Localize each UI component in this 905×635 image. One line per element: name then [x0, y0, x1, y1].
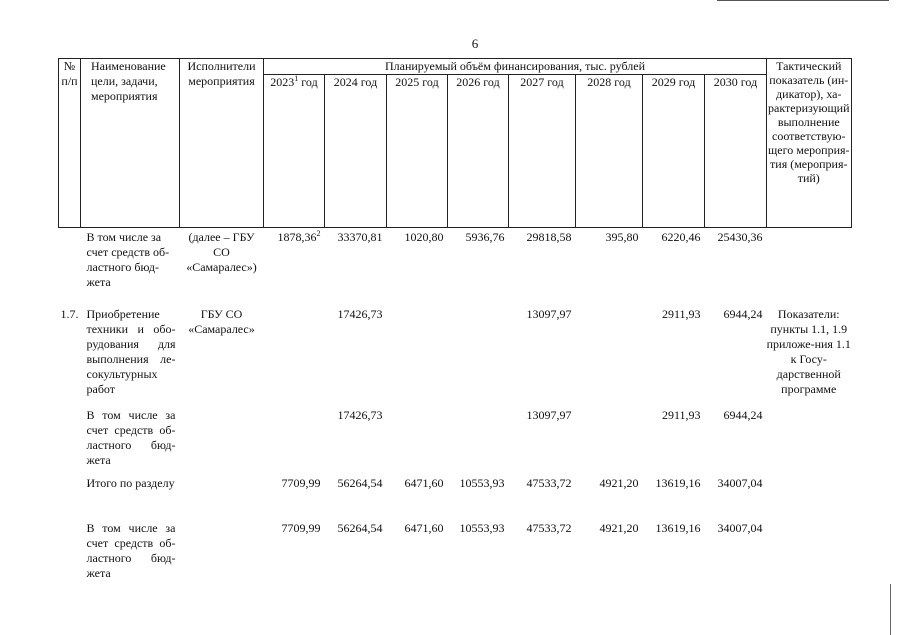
right-edge-rule: [890, 584, 891, 635]
value-2024: 56264,54: [337, 475, 383, 490]
row-indicator: [767, 406, 852, 474]
row-executor: ГБУ СО «Самаралес»: [188, 306, 255, 336]
header-indicator: Тактический показатель (ин-дикатор), ха-рактеризующий выполнение соответствую-щего мероприя-тия (мероприя-тий): [767, 59, 852, 228]
row-executor: [180, 519, 264, 583]
value-2028: [576, 406, 643, 474]
row-indicator: [767, 474, 852, 519]
value-2023: [264, 406, 325, 474]
table-row: [59, 474, 852, 519]
value-2025: [387, 305, 448, 406]
value-2025: 1020,80: [404, 230, 444, 244]
value-2030: 34007,04: [717, 520, 763, 535]
row-number: [59, 228, 81, 305]
value-2029: 2911,93: [661, 407, 701, 422]
row-number: 1.7.: [60, 306, 79, 321]
value-2026: 10553,93: [459, 520, 505, 535]
value-2027: 29818,58: [526, 230, 572, 244]
value-2025: 6471,60: [404, 520, 444, 535]
table-row: [59, 305, 852, 406]
value-2027: 47533,72: [526, 520, 572, 535]
value-2027: 13097,97: [526, 306, 572, 321]
value-2024: 17426,73: [337, 306, 383, 321]
header-no: № п/п: [59, 59, 81, 228]
value-2029: 13619,16: [655, 520, 701, 535]
header-name: Наименование цели, задачи, мероприятия: [81, 59, 180, 228]
value-2030: 6944,24: [723, 306, 763, 321]
value-2025: 6471,60: [404, 475, 444, 490]
value-2030: 25430,36: [717, 230, 763, 244]
header-year-2023: 2023$^1$ год: [264, 75, 325, 228]
header-year-2027: 2027 год: [509, 75, 576, 228]
value-2029: 13619,16: [655, 475, 701, 490]
row-indicator: [767, 519, 852, 583]
value-2028: 4921,20: [599, 475, 639, 490]
row-name: Итого по разделу: [86, 475, 175, 490]
value-2026: [448, 406, 509, 474]
value-2023: 7709,99: [281, 520, 321, 535]
value-2023: [264, 305, 325, 406]
financing-table: [58, 58, 852, 583]
table-row: [59, 406, 852, 474]
value-2026: 5936,76: [465, 230, 505, 244]
value-2027: 47533,72: [526, 475, 572, 490]
value-2026: 10553,93: [459, 475, 505, 490]
row-name: В том числе за счет средств об-ластного бюд-жета: [86, 230, 170, 289]
value-2024: 33370,81: [337, 230, 383, 244]
header-funding-title: Планируемый объём финансирования, тыс. рублей: [264, 59, 767, 75]
header-executors: Исполнители мероприятия: [180, 59, 264, 228]
value-2024: 17426,73: [337, 407, 383, 422]
row-number: [59, 406, 81, 474]
row-name: В том числе за счет средств об-ластного бюд-жета: [86, 407, 176, 467]
value-2026: [448, 305, 509, 406]
table-row: [59, 519, 852, 583]
value-2030: 34007,04: [717, 475, 763, 490]
value-2023: 7709,99: [281, 475, 321, 490]
header-year-2029: 2029 год: [643, 75, 705, 228]
header-year-2024: 2024 год: [325, 75, 387, 228]
header-year-2030: 2030 год: [705, 75, 767, 228]
page-number: 6: [471, 36, 479, 51]
row-number: [59, 519, 81, 583]
row-name: В том числе за счет средств об-ластного бюд-жета: [86, 520, 176, 580]
value-2024: 56264,54: [337, 520, 383, 535]
header-year-2025: 2025 год: [387, 75, 448, 228]
header-year-2028: 2028 год: [576, 75, 643, 228]
row-number: [59, 474, 81, 519]
value-2030: 6944,24: [723, 407, 763, 422]
value-2029: 6220,46: [661, 230, 701, 244]
row-executor: [180, 406, 264, 474]
top-rule: [717, 0, 889, 1]
value-2028: 4921,20: [599, 520, 639, 535]
value-2028: 395,80: [605, 230, 639, 244]
value-2028: [576, 305, 643, 406]
value-2023: 1878,36$^2$: [277, 229, 321, 244]
row-executor: [180, 474, 264, 519]
value-2029: 2911,93: [661, 306, 701, 321]
value-2025: [387, 406, 448, 474]
table-row: [59, 228, 852, 305]
value-2027: 13097,97: [526, 407, 572, 422]
row-name: Приобретение техники и обо-рудования для выполнения ле-сокультурных работ: [86, 306, 176, 396]
row-indicator: [767, 228, 852, 305]
row-executor: (далее – ГБУ СО «Самаралес»): [186, 230, 257, 274]
header-year-2026: 2026 год: [448, 75, 509, 228]
row-indicator: Показатели: пункты 1.1, 1.9 приложе-ния 1.1 к Госу-дарственной программе: [766, 306, 851, 396]
